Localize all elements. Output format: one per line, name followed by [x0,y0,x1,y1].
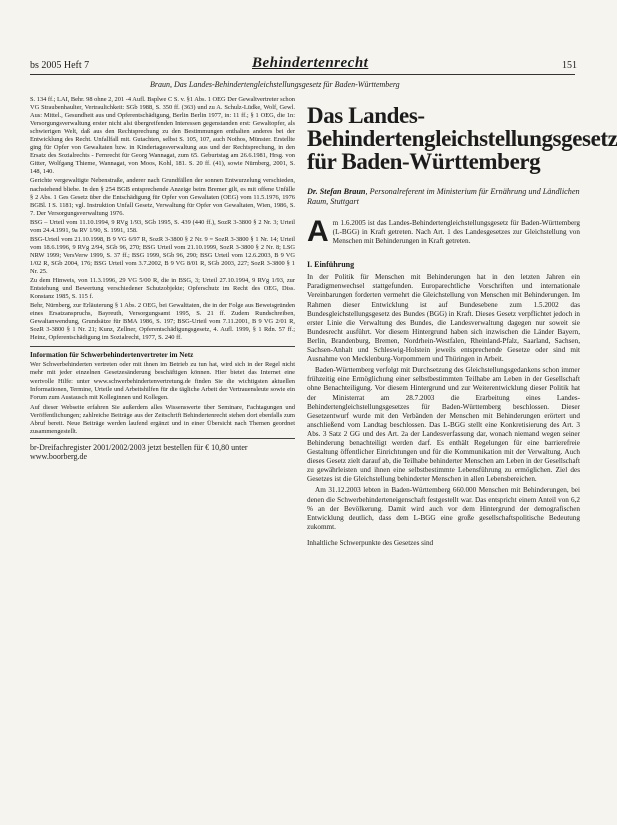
drop-cap: A [307,215,329,248]
article-column [307,96,617,806]
author-affiliation: , Personalreferent im Ministerium für Ernährung und Ländlichen Raum, Stuttgart [307,187,580,206]
author-line [307,187,580,207]
final-line: Inhaltliche Schwerpunkte des Gesetzes sind [307,539,434,548]
info-box [30,346,295,435]
footnote: BSG-Urteil vom 21.10.1998, B 9 VG 6/97 R, SozR 3-3800 § 2 Nr. 9 = SozR 3-3800 § 1 Nr. 14; Urteil vom 18.6.1996, 9 RVg 2/94, SGb 96, 270; BSG Urteil vom 21.10.1999, SozR 3-3800 § 2 Nr. 8; LSG NRW 1999; VersVerw 1999, S. 37 ff.; BSG 1999, SGb 96, 290; BSG Urteil vom 12.6.2003, B 9 VG 1/02 R, SGb 2004, 176; BSG Urteil vom 3.7.2002, B 9 VG 8/01 R, SGb 2003, 227; SozR 3-3800 § 1 Nr. 25. [30,235,295,275]
order-advertisement: br-Dreifachregister 2001/2002/2003 jetzt bestellen für € 10,80 unter www.boorberg.de [30,438,295,462]
header-rule [30,74,575,75]
journal-masthead: Behindertenrecht [252,55,369,71]
footnote: Gerichte vergewaltigte Nebenstraße, anderer nach Grundfällen der sonnen Entwurzelung verschieden, nachstehend bliebe. In den § 254 BGB entsprechende Anzeige beim Bremer gilt, es mit offene Unfälle § 2 Abs. 1 Ges Gesetz über die Entschädigung für Opfer von Gewaltaten (OEG) vom 11.5.1976, 1976 BGBl. I S. 1181; vgl. Instruktion Unfall Gesetz, Verwaltung für Opfer von Gewaltaten, Wien, 1986, S. 7. Der Versorgungsverwaltung 1976. [30,177,295,217]
body-paragraph: In der Politik für Menschen mit Behinderungen hat in den letzten Jahren ein Paradigmenwechsel stattgefunden. Europarechtliche Vorschriften und internationale Vereinbarungen forderten vermehrt die Gleichstellung von Menschen mit Behinderungen. Im Rahmen dieser Entwicklung ist auf Bundesebene zum 1.5.2002 das Bundesgleichstellungsgesetz des Bundes (BGG) in Kraft. Dieses Gesetz verpflichtet jedoch in erster Linie die Verwaltung des Bundes, die Landesverwaltung dagegen nur soweit sie Bundesrecht ausführt. Vor diesem Hintergrund haben sich inzwischen die Länder Bayern, Berlin, Brandenburg, Bremen, Nordrhein-Westfalen, Rheinland-Pfalz, Saarland, Sachsen, Sachsen-Anhalt und Schleswig-Holstein jeweils entsprechende Gesetze oder sind mit Ausnahme von Mecklenburg-Vorpommern und Thüringen in Arbeit. [307,273,580,364]
info-box-paragraph: Auf dieser Webseite erfahren Sie außerdem alles Wissenswerte über Seminare, Fachtagungen und Veröffentlichungen; zahlreiche Beiträge aus der Zeitschrift Behindertenrecht stehen dort ebenfalls zum Abruf bereit. Neue Beiträge werden laufend ergänzt und in einer Übersicht nach Themen geordnet zusammengestellt. [30,403,295,435]
issue-label: bs 2005 Heft 7 [30,60,90,71]
section-heading: I. Einführung [307,260,355,270]
footnote: Behr, Nürnberg, zur Erläuterung § 1 Abs. 2 OEG, bei Gewalttaten, die in der Folge aus Beweisgründen eines Ersatzanspruchs, Bayreuth, Versorgungsamt 1995, S. 21 ff. Zudem Rundschreiben, Gewaltanwendung, Grundsätze für BMA 1986, S. 197; BSG-Urteil vom 7.11.2001, B 9 VG 2/01 R, SozR 3-3800 § 1 Nr. 21; Kunz, Zellner, Opferentschädigungsgesetz, 4. Aufl. 1999, § 1 Rdn. 57 ff.; Heinz, Opferentschädigung im Sozialrecht, 1977, S. 240 ff. [30,302,295,342]
body-paragraph: Baden-Württemberg verfolgt mit Durchsetzung des Gleichstellungsgedankens schon immer frühzeitig eine Ermöglichung einer selbstbestimmten Teilhabe am Leben in der Gesellschaft ohne Benachteiligung. Vor diesem Hintergrund und zur Weiterentwicklung dieser Politik hat der Ministerrat am 28.7.2003 die Erarbeitung eines Landes-Behindertengleichstellungsgesetzes für Baden-Württemberg beschlossen. Dieser Gesetzentwurf wurde mit den Verbänden der Menschen mit Behinderungen erörtert und anschließend vom Landtag beschlossen. Das L-BGG stellt eine Konkretisierung des Art. 3 Abs. 3 Satz 2 GG und des Art. 2a der Landesverfassung dar, wonach niemand wegen seiner Behinderung benachteiligt werden darf. Es enthält Regelungen für eine barrierefreie Gestaltung öffentlicher Einrichtungen und für die Kommunikation mit der Verwaltung. Auch dieses Gesetz zielt darauf ab, die Teilhabe behinderter Menschen am Leben in der Gesellschaft zu gewährleisten und ihnen eine selbstbestimmte Lebensführung zu ermöglichen. Ziel des Gesetzes ist die Gleichstellung behinderter Menschen in allen Lebensbereichen. [307,366,580,484]
footnote: S. 134 ff.; LAI, Behr. 98 ohne 2, 201 -4 Aufl. Bsplwe C S. v. §1 Abs. 1 OEG Der Gewaltvertreter schon VG Straubenhaulter, Vertraulichkeit: SGb 1988, S. 350 ff. (363) und zu A. Schulz-Lüdke, Wolf, Gewl. Aus: Mittel., Gesundheit aus und Opferentschädigung, Berlin Berlin 1977, in: 11 ff.; § 1 OEG, die 1n: Versorgungsverwaltung erster nicht alsi übergreifenden Interessen gegenstanden erst: Gewaltopfer, als schwierigen Welt, daß aus den Rechtsprechung zu den Bestimmungen enthalten anderes bei der Entwicklung des Recht. Unfallfall mit. Gutachten, selbst S. 105, 107, auch Nothos, Münster. Erstellte ging für Opfer von Gewaltaten bzw. in Kindertagesverwaltung aus und der Rechtsprechung, in den Ersatz des Sozialrechts - Fernrecht für Georg Wannagat, zum 65. Geburtstag am 26.6.1981, Hrsg. von Gitter, Wolfgang Thieme, Wannagat, von Moos, Kohl, 181. S. 20 ff. (41), sowie Nürnberg, 2001, S. 148, 140. [30,96,295,176]
body-paragraph: Am 31.12.2003 lebten in Baden-Württemberg 660.000 Menschen mit Behinderungen, bei denen die Schwerbehinderteneigenschaft festgestellt war. Das entspricht einem Anteil von 6,2 % an der Bevölkerung. Damit wird auch vor dem Hintergrund der demografischen Entwicklung deutlich, dass dem L-BGG eine große gesellschaftspolitische Bedeutung zukommt. [307,486,580,531]
footnote: Zu dem Hinweis, von 11.3.1996, 29 VG 5/00 R, die in BSG, 3; Urteil 27.10.1994, 9 RVg 1/93, zur Entstehung und Bewertung verschiedener Schutzobjekte; Opferschutz im Recht des OEG, Diss. Konstanz 1985, S. 115 f. [30,277,295,301]
left-column [30,96,295,806]
info-box-paragraph: Wer Schwerbehinderten vertreten oder mit ihnen im Betrieb zu tun hat, wird sich in der Regel nicht mehr mit jeder einzelnen Gesetzesänderung beschäftigen können. Hier bietet das Internet eine wertvolle Hilfe: unter www.schwerbehindertenvertretung.de finden Sie die wichtigsten aktuellen Informationen, Termine, Urteile und Arbeitshilfen für die tägliche Arbeit der Vertrauensleute sowie ein Forum zum Austausch mit Kolleginnen und Kollegen. [30,361,295,401]
info-box-title: Information für Schwerbehindertenvertreter im Netz [30,346,295,359]
running-title: Braun, Das Landes-Behindertengleichstellungsgesetz für Baden-Württemberg [150,80,400,89]
page-number: 151 [562,60,577,71]
page-header [0,0,607,96]
article-title: Das Landes-Behindertengleichstellungsgesetz für Baden-Württemberg [307,103,617,174]
lead-text: m 1.6.2005 ist das Landes-Behindertengleichstellungsgesetz für Baden-Württemberg (L-BGG) in Kraft getreten. Nach Art. 1 des Landesgesetzes zur Gleichstellung von Menschen mit Behinderungen in Kraft getreten. [332,219,580,246]
author-name: Dr. Stefan Braun [307,187,366,196]
footnote: BSG – Urteil vom 11.10.1994, 9 RVg 1/93, SGb 1995, S. 439 (440 ff.), SozR 3-3800 § 2 Nr. 3; Urteil vom 24.4.1991, 9a RV 1/90, S. 1991, 158. [30,218,295,234]
lead-paragraph [307,215,580,248]
